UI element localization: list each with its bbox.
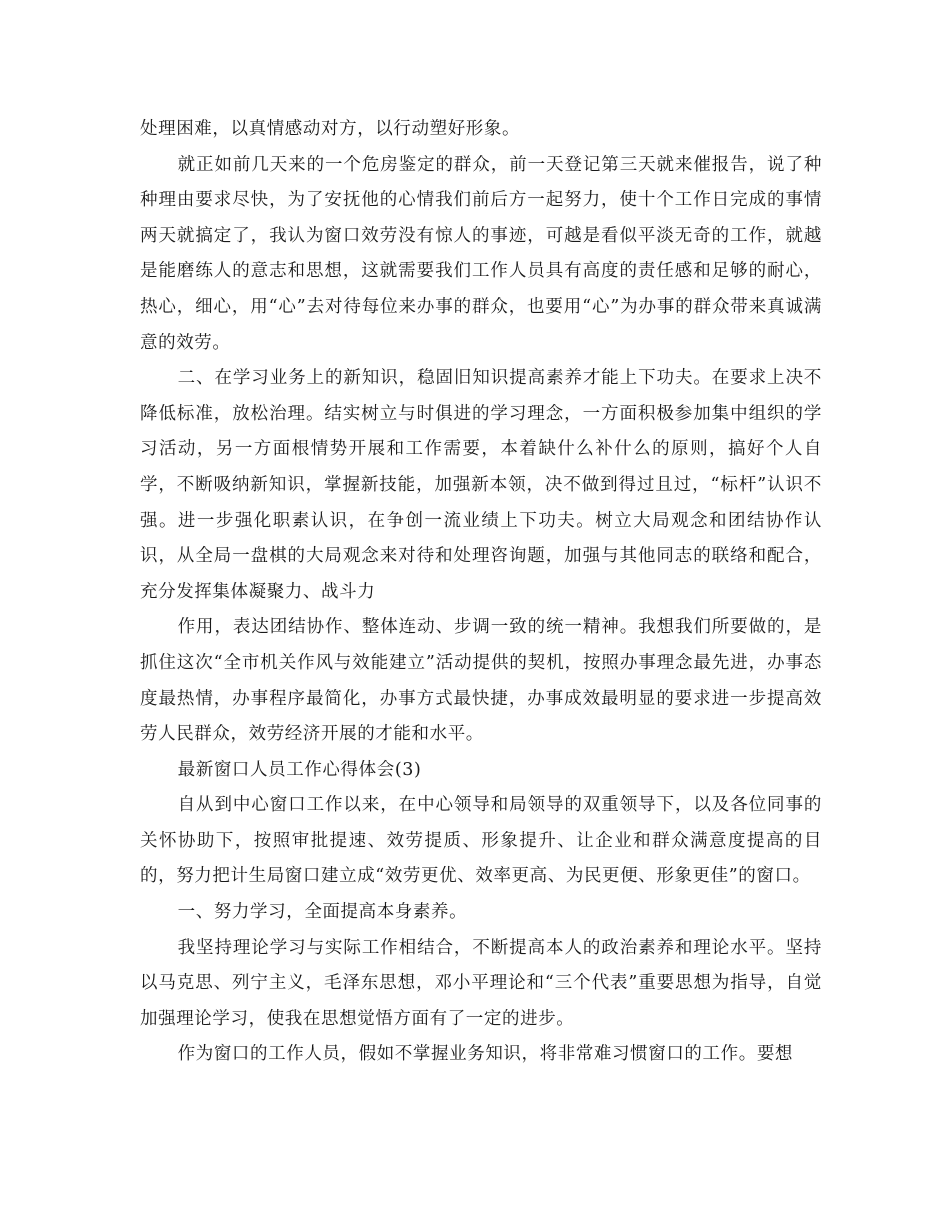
- paragraph-1: 处理困难，以真情感动对方，以行动塑好形象。: [140, 119, 521, 139]
- paragraph-6: 我坚持理论学习与实际工作相结合，不断提高本人的政治素养和理论水平。坚持以马克思、列宁主义，毛泽东思想，邓小平理论和“三个代表”重要思想为指导，自觉加强理论学习，使我在思想觉悟方面有了一定的进步。: [140, 937, 822, 1029]
- paragraph-5: 自从到中心窗口工作以来，在中心领导和局领导的双重领导下，以及各位同事的关怀协助下，按照审批提速、效劳提质、形象提升、让企业和群众满意度提高的目的，努力把计生局窗口建立成“效劳更优、效率更高、为民更便、形象更佳”的窗口。: [140, 795, 822, 887]
- subheading-1: 一、努力学习，全面提高本身素养。: [177, 902, 468, 923]
- paragraph-4: 作用，表达团结协作、整体连动、步调一致的统一精神。我想我们所要做的，是抓住这次“全市机关作风与效能建立”活动提供的契机，按照办事理念最先进，办事态度最热情，办事程序最简化，办事方式最快捷，办事成效最明显的要求进一步提高效劳人民群众，效劳经济开展的才能和水平。: [140, 617, 822, 745]
- section-heading: 最新窗口人员工作心得体会(3): [177, 759, 422, 780]
- paragraph-2: 就正如前几天来的一个危房鉴定的群众，前一天登记第三天就来催报告，说了种种理由要求尽快，为了安抚他的心情我们前后方一起努力，使十个工作日完成的事情两天就搞定了，我认为窗口效劳没有惊人的事迹，可越是看似平淡无奇的工作，就越是能磨练人的意志和思想，这就需要我们工作人员具有高度的责任感和足够的耐心，热心，细心，用“心”去对待每位来办事的群众，也要用“心”为办事的群众带来真诚满意的效劳。: [140, 154, 822, 353]
- paragraph-7: 作为窗口的工作人员，假如不掌握业务知识，将非常难习惯窗口的工作。要想: [177, 1044, 794, 1065]
- paragraph-3: 二、在学习业务上的新知识，稳固旧知识提高素养才能上下功夫。在要求上决不降低标准，放松治理。结实树立与时俱进的学习理念，一方面积极参加集中组织的学习活动，另一方面根情势开展和工作需要，本着缺什么补什么的原则，搞好个人自学，不断吸纳新知识，掌握新技能，加强新本领，决不做到得过且过，“标杆”认识不强。进一步强化职素认识，在争创一流业绩上下功夫。树立大局观念和团结协作认识，从全局一盘棋的大局观念来对待和处理咨询题，加强与其他同志的联络和配合，充分发挥集体凝聚力、战斗力: [140, 368, 822, 602]
